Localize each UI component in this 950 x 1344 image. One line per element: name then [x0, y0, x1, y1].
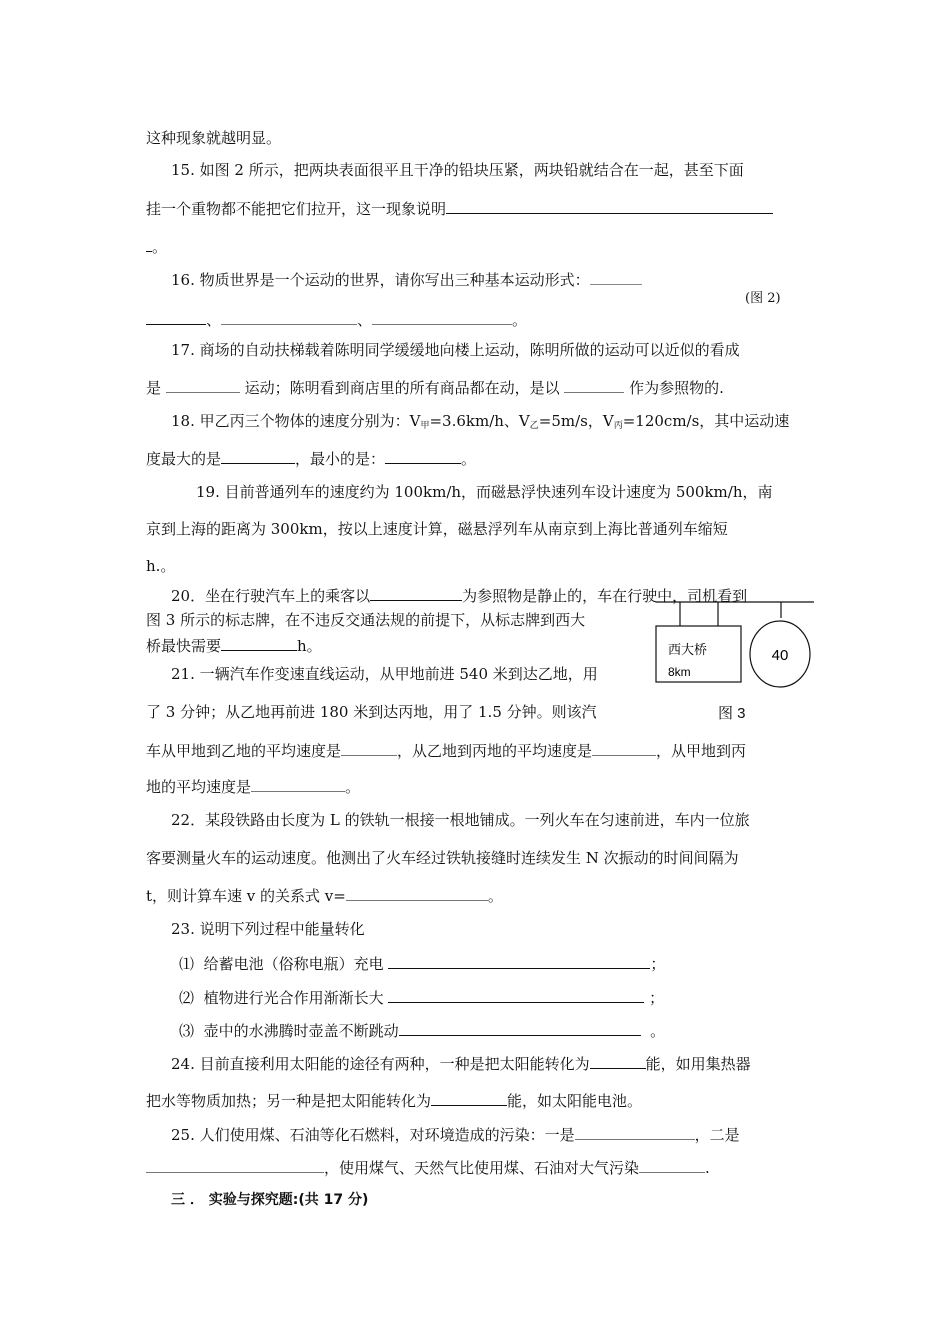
answer-blank[interactable] — [575, 1124, 695, 1140]
question-20-line2: 图 3 所示的标志牌，在不违反交通法规的前提下，从标志牌到西大 — [146, 611, 586, 629]
text: 桥最快需要 — [146, 637, 222, 655]
text: =3.6km/h、V — [429, 412, 530, 430]
text: ，二是 — [694, 1126, 740, 1144]
subscript: 丙 — [613, 421, 623, 431]
question-23-item-1 — [179, 953, 665, 974]
text: 为参照物是静止的，车在行驶中，司机看到 — [462, 587, 748, 605]
question-23-item-2 — [179, 987, 664, 1008]
answer-blank[interactable] — [399, 1020, 641, 1036]
question-15-line2 — [146, 198, 773, 219]
text: 是 — [146, 379, 162, 397]
subscript: 乙 — [529, 421, 539, 431]
question-17: 17. 商场的自动扶梯载着陈明同学缓缓地向楼上运动，陈明所做的运动可以近似的看成 — [171, 341, 740, 359]
answer-blank[interactable] — [388, 987, 644, 1003]
answer-blank[interactable] — [146, 309, 206, 325]
text: =120cm/s，其中运动速 — [622, 412, 790, 430]
text: ，从甲地到丙 — [656, 742, 747, 760]
figure-2-caption: (图 2) — [745, 291, 781, 306]
text: . — [705, 1159, 710, 1177]
answer-blank[interactable] — [564, 377, 624, 393]
question-25 — [171, 1124, 740, 1145]
answer-blank[interactable] — [385, 448, 461, 464]
question-16 — [171, 270, 642, 290]
text: 。 — [152, 238, 168, 256]
question-20-line3 — [146, 635, 322, 656]
answer-blank[interactable] — [370, 585, 462, 601]
question-16-line2 — [146, 309, 527, 330]
question-22: 22．某段铁路由长度为 L 的铁轨一根接一根地铺成。一列火车在匀速前进，车内一位旅 — [171, 811, 750, 829]
answer-blank[interactable] — [590, 1053, 646, 1069]
text: 挂一个重物都不能把它们拉开，这一现象说明 — [146, 200, 447, 218]
answer-blank[interactable] — [639, 1157, 705, 1173]
question-21-line4 — [146, 776, 360, 797]
text: 。 — [487, 887, 503, 905]
subscript: 甲 — [420, 421, 430, 431]
text: 24. 目前直接利用太阳能的途径有两种，一种是把太阳能转化为 — [171, 1055, 590, 1073]
question-24-line2 — [146, 1090, 642, 1111]
answer-blank[interactable] — [251, 776, 345, 792]
text: 作为参照物的. — [629, 379, 724, 397]
item-number: ⑴ — [179, 955, 195, 973]
figure-3-road-sign — [650, 596, 820, 692]
question-18 — [171, 411, 789, 436]
question-23-item-3 — [179, 1020, 665, 1041]
answer-blank[interactable] — [166, 377, 240, 393]
answer-blank[interactable] — [446, 198, 773, 214]
question-19-line2: 京到上海的距离为 300km，按以上速度计算，磁悬浮列车从南京到上海比普通列车缩短 — [146, 520, 728, 538]
text: 、 — [357, 311, 373, 329]
text-line: 这种现象就越明显。 — [146, 129, 282, 147]
text: 。 — [650, 1022, 666, 1040]
text: h。 — [297, 637, 322, 655]
text: 20．坐在行驶汽车上的乘客以 — [171, 587, 371, 605]
text: 。 — [345, 778, 361, 796]
item-number: ⑵ — [179, 989, 195, 1007]
question-21-line2: 了 3 分钟；从乙地再前进 180 米到达丙地，用了 1.5 分钟。则该汽 — [146, 703, 597, 721]
answer-blank[interactable] — [372, 309, 512, 325]
text: 。 — [461, 450, 477, 468]
text: t，则计算车速 v 的关系式 v= — [146, 887, 346, 905]
question-25-line2 — [146, 1157, 710, 1178]
question-22-line3 — [146, 885, 503, 906]
text: 18. 甲乙丙三个物体的速度分别为：V — [171, 412, 421, 430]
text: 。 — [512, 311, 528, 329]
question-24 — [171, 1053, 751, 1074]
text: ，最小的是： — [295, 450, 386, 468]
answer-blank[interactable] — [341, 740, 397, 756]
text: 16. 物质世界是一个运动的世界，请你写出三种基本运动形式： — [171, 271, 590, 289]
text: =5m/s，V — [538, 412, 614, 430]
text: 能，如太阳能电池。 — [507, 1092, 643, 1110]
text: 25. 人们使用煤、石油等化石燃料，对环境造成的污染：一是 — [171, 1126, 575, 1144]
question-19: 19. 目前普通列车的速度约为 100km/h，而磁悬浮快速列车设计速度为 500km/h，南 — [196, 483, 773, 501]
question-22-line2: 客要测量火车的运动速度。他测出了火车经过铁轨接缝时连续发生 N 次振动的时间间隔为 — [146, 849, 739, 867]
speed-limit-value: 40 — [771, 647, 789, 664]
figure-3-caption: 图 3 — [718, 705, 746, 722]
question-17-line2 — [146, 377, 724, 398]
text: 把水等物质加热；另一种是把太阳能转化为 — [146, 1092, 432, 1110]
answer-blank[interactable] — [146, 1157, 324, 1173]
answer-blank[interactable] — [431, 1090, 507, 1106]
answer-blank[interactable] — [590, 272, 642, 285]
text: 、 — [206, 311, 222, 329]
answer-blank[interactable] — [388, 953, 650, 969]
sign-distance: 8km — [668, 665, 691, 679]
text: 植物进行光合作用渐渐长大 — [203, 989, 384, 1007]
item-number: ⑶ — [179, 1022, 195, 1040]
text: 地的平均速度是 — [146, 778, 252, 796]
question-21: 21. 一辆汽车作变速直线运动，从甲地前进 540 米到达乙地，用 — [171, 665, 598, 683]
text: 运动；陈明看到商店里的所有商品都在动，是以 — [244, 379, 560, 397]
question-15: 15. 如图 2 所示，把两块表面很平且干净的铅块压紧，两块铅就结合在一起，甚至下面 — [171, 161, 744, 179]
text: 车从甲地到乙地的平均速度是 — [146, 742, 342, 760]
section-3-heading: 三 ． 实验与探究题:(共 17 分) — [171, 1192, 369, 1208]
question-19-line3: h.。 — [146, 557, 176, 575]
text: 能，如用集热器 — [645, 1055, 751, 1073]
question-18-line2 — [146, 448, 476, 469]
question-23: 23. 说明下列过程中能量转化 — [171, 920, 365, 938]
text: 给蓄电池（俗称电瓶）充电 — [203, 955, 384, 973]
answer-blank[interactable] — [221, 309, 357, 325]
text: ，从乙地到丙地的平均速度是 — [397, 742, 593, 760]
sign-name: 西大桥 — [668, 642, 708, 657]
question-21-line3 — [146, 740, 746, 761]
text: 度最大的是 — [146, 450, 222, 468]
text: ； — [649, 989, 665, 1007]
question-15-line3 — [146, 236, 167, 257]
text: ，使用煤气、天然气比使用煤、石油对大气污染 — [324, 1159, 640, 1177]
answer-blank[interactable] — [221, 635, 297, 651]
text: 壶中的水沸腾时壶盖不断跳动 — [203, 1022, 399, 1040]
answer-blank[interactable] — [221, 448, 295, 464]
answer-blank[interactable] — [346, 885, 488, 901]
text: ； — [650, 955, 666, 973]
answer-blank[interactable] — [592, 740, 656, 756]
